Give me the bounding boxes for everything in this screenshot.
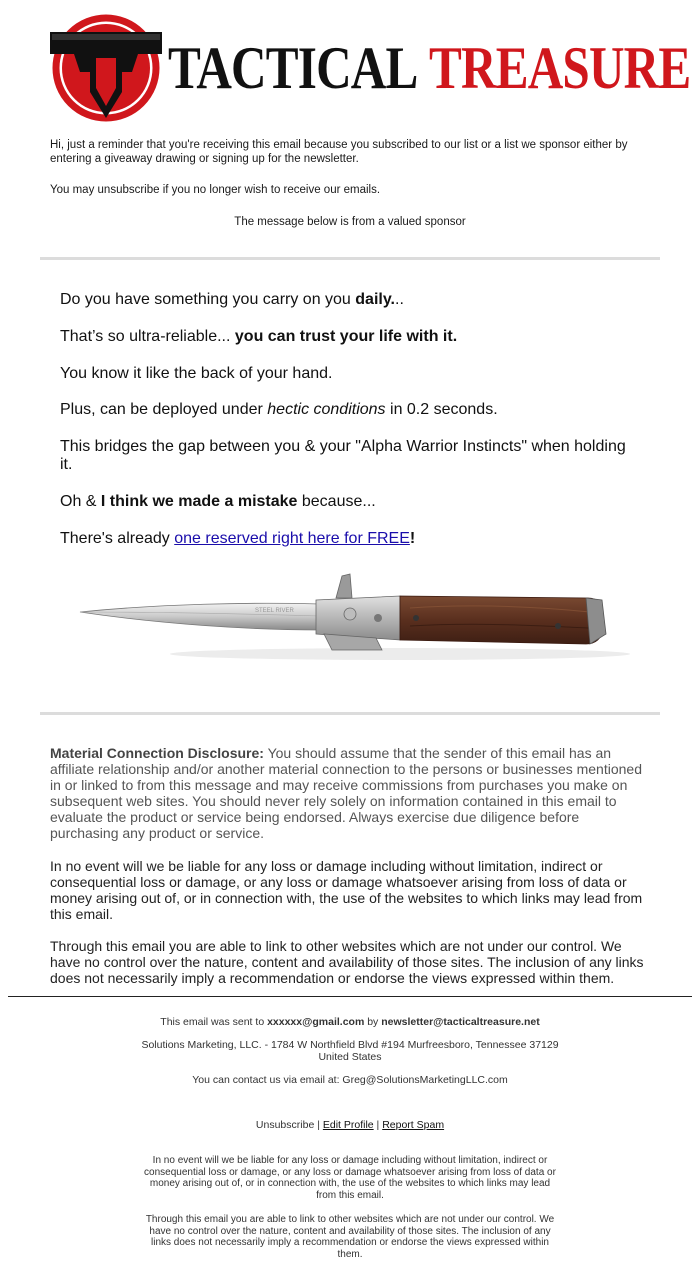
text-span: because...	[297, 493, 376, 510]
text-span: Do you have something you carry on you	[60, 291, 356, 308]
footer-divider	[8, 996, 692, 997]
liability-disclaimer: In no event will we be liable for any loss or damage including without limitation, indirect or consequential loss or damage, or any loss or damage whatsoever arising from loss of data or money arising out of, or in connection with, the use of the websites to which links may lead from this email.	[50, 858, 643, 922]
unsubscribe-text[interactable]: Unsubscribe	[255, 1119, 315, 1131]
footer-liability: In no event will we be liable for any loss or damage including without limitation, indirect or consequential loss or damage, or any loss or damage whatsoever arising from loss of data or money arising out of, or in connection with, the use of the websites to which links may lead from this email.	[144, 1155, 556, 1201]
disclosure-heading: Material Connection Disclosure:	[50, 745, 264, 761]
material-disclosure	[50, 745, 650, 841]
divider	[40, 257, 660, 260]
free-offer-link[interactable]: one reserved right here for FREE	[174, 530, 410, 547]
unsubscribe-notice: You may unsubscribe if you no longer wish to receive our emails.	[50, 184, 381, 196]
message-paragraph	[60, 328, 640, 346]
subscription-notice: Hi, just a reminder that you're receiving this email because you subscribed to our list or a list we sponsor either by entering a giveaway drawing or signing up for the newsletter.	[50, 139, 628, 165]
footer-external: Through this email you are able to link to other websites which are not under our control. We have no control over the nature, content and availability of those sites. The inclusion of any links does not necessarily imply a recommendation or endorse the views expressed within them.	[145, 1214, 555, 1260]
sender-email: newsletter@tacticaltreasure.net	[381, 1016, 540, 1028]
disclosure-text: You should assume that the sender of this email has an affiliate relationship and/or another material connection to the persons or businesses mentioned in or linked to from this message and may receive commissions from purchases you make on subsequent web sites. You should never rely solely on information contained in this email to evaluate the product or service being endorsed. Always exercise due diligence before purchasing any product or service.	[50, 745, 642, 841]
footer-links	[140, 1119, 560, 1131]
link-separator: |	[373, 1119, 383, 1131]
email-header	[0, 0, 700, 128]
text-span: in 0.2 seconds.	[385, 401, 498, 418]
recipient-email: xxxxxx@gmail.com	[267, 1016, 365, 1028]
text-span: There's already	[60, 530, 175, 547]
bold-text: !	[409, 530, 416, 547]
text-span: Plus, can be deployed under	[60, 401, 268, 418]
sent-to-line	[140, 1016, 560, 1028]
message-paragraph	[60, 530, 640, 548]
tactical-treasure-logo-icon	[50, 12, 162, 124]
text-span: by	[364, 1016, 382, 1028]
brand-wordmark	[168, 32, 690, 104]
message-paragraph: This bridges the gap between you & your "Alpha Warrior Instincts" when holding it.	[60, 438, 626, 473]
pocket-knife-image[interactable]	[70, 568, 630, 668]
external-links-disclaimer: Through this email you are able to link to other websites which are not under our control. We have no control over the nature, content and availability of those sites. The inclusion of any links does not necessarily imply a recommendation or endorse the views expressed within them.	[50, 938, 644, 986]
text-span: Oh &	[60, 493, 101, 510]
brand-name-part1: TACTICAL	[168, 35, 418, 101]
bold-text: you can trust your life with it.	[234, 328, 458, 345]
text-span: This email was sent to	[160, 1016, 268, 1028]
blade-engraving: STEEL RIVER	[255, 608, 294, 614]
link-separator: |	[314, 1119, 323, 1131]
divider	[40, 712, 660, 715]
sponsor-notice: The message below is from a valued sponsor	[234, 216, 466, 228]
contact-line: You can contact us via email at: Greg@SolutionsMarketingLLC.com	[192, 1074, 508, 1086]
bold-text: daily.	[355, 291, 395, 308]
text-span: ..	[395, 291, 404, 308]
edit-profile-link[interactable]: Edit Profile	[322, 1119, 374, 1131]
message-paragraph: You know it like the back of your hand.	[60, 365, 333, 382]
report-spam-link[interactable]: Report Spam	[382, 1119, 445, 1131]
message-paragraph	[60, 291, 640, 309]
message-paragraph	[60, 401, 640, 419]
brand-name-part2: TREASURE	[428, 35, 691, 101]
message-paragraph	[60, 493, 640, 511]
postal-address: Solutions Marketing, LLC. - 1784 W Northfield Blvd #194 Murfreesboro, Tennessee 37129 United States	[141, 1039, 559, 1063]
bold-text: I think we made a mistake	[100, 493, 298, 510]
text-span: That’s so ultra-reliable...	[60, 328, 235, 345]
italic-text: hectic conditions	[267, 401, 386, 418]
